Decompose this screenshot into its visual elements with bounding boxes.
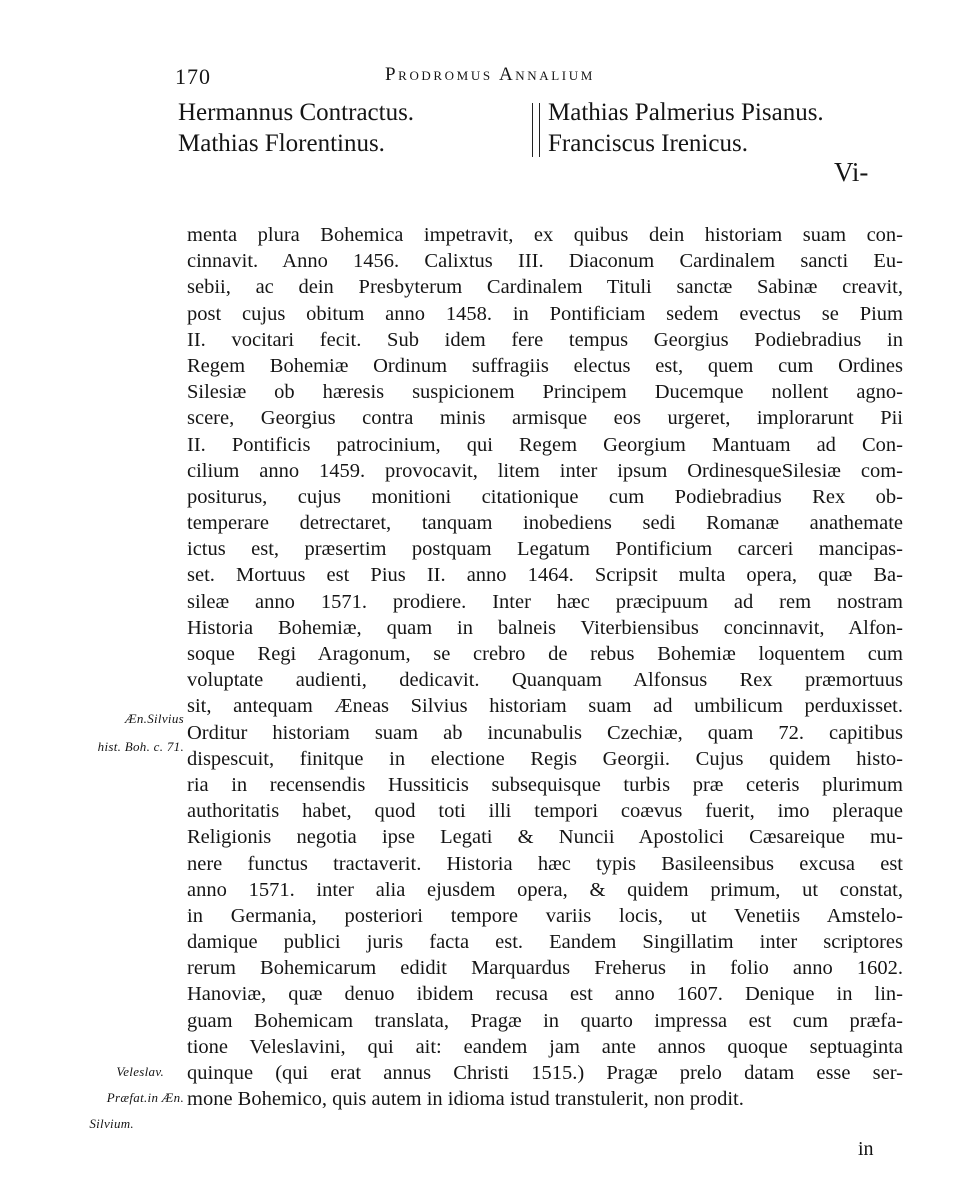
text-line: scere, Georgius contra minis armisque eos urgeret, implorarunt Pii bbox=[187, 407, 903, 430]
text-line: anno 1571. inter alia ejusdem opera, & quidem primum, ut constat, bbox=[187, 878, 903, 901]
text-line: ictus est, præsertim postquam Legatum Pontificium carceri mancipas- bbox=[187, 538, 903, 561]
text-line: Historia Bohemiæ, quam in balneis Viterbiensibus concinnavit, Alfon- bbox=[187, 616, 903, 639]
page-header bbox=[175, 56, 895, 90]
text-line: nere functus tractaverit. Historia hæc typis Basileensibus excusa est bbox=[187, 852, 903, 875]
author-entry: Mathias Palmerius Pisanus. bbox=[548, 99, 824, 126]
text-line: Silesiæ ob hæresis suspicionem Principem Ducemque nollent agno- bbox=[187, 381, 903, 404]
page-number: 170 bbox=[175, 64, 211, 89]
margin-note: Præfat.in Æn. bbox=[106, 1090, 184, 1105]
body-text bbox=[187, 222, 903, 1112]
text-line: Hanoviæ, quæ denuo ibidem recusa est anno 1607. Denique in lin- bbox=[187, 983, 903, 1006]
column-divider bbox=[532, 103, 540, 157]
text-line: II. vocitari fecit. Sub idem fere tempus Georgius Podiebradius in bbox=[187, 328, 903, 351]
text-line: tione Veleslavini, qui ait: eandem jam ante annos quoque septuaginta bbox=[187, 1035, 903, 1058]
text-line: quinque (qui erat annus Christi 1515.) Pragæ prelo datam esse ser- bbox=[187, 1062, 903, 1084]
text-line: Regem Bohemiæ Ordinum suffragiis electus est, quem cum Ordines bbox=[187, 354, 903, 377]
margin-note: Silvium. bbox=[89, 1116, 134, 1131]
text-line: II. Pontificis patrocinium, qui Regem Georgium Mantuam ad Con- bbox=[187, 433, 903, 456]
text-line: rerum Bohemicarum edidit Marquardus Freherus in folio anno 1602. bbox=[187, 957, 903, 980]
margin-note: hist. Boh. c. 71. bbox=[97, 739, 184, 754]
text-line: temperare detrectaret, tanquam inobediens sedi Romanæ anathemate bbox=[187, 512, 903, 535]
text-line: guam Bohemicam translata, Pragæ in quarto impressa est cum præfa- bbox=[187, 1009, 903, 1032]
text-line: positurus, cujus monitioni citationique cum Podiebradius Rex ob- bbox=[187, 485, 903, 508]
text-line: post cujus obitum anno 1458. in Pontificiam sedem evectus se Pium bbox=[187, 302, 903, 325]
author-column-left bbox=[178, 97, 508, 159]
author-entry: Franciscus Irenicus. bbox=[548, 130, 748, 157]
author-entry: Hermannus Contractus. bbox=[178, 99, 415, 126]
text-line: menta plura Bohemica impetravit, ex quibus dein historiam suam con- bbox=[187, 224, 903, 246]
text-line: ria in recensendis Hussiticis subsequisque turbis præ ceteris plurimum bbox=[187, 773, 903, 796]
running-head: Prodromus Annalium bbox=[385, 64, 595, 85]
text-line: in Germania, posteriori tempore variis locis, ut Venetiis Amstelo- bbox=[187, 904, 903, 927]
margin-note: Æn.Silvius bbox=[125, 711, 184, 726]
text-line: cinnavit. Anno 1456. Calixtus III. Diaconum Cardinalem sancti Eu- bbox=[187, 250, 903, 273]
text-line: authoritatis habet, quod toti illi tempori coævus fuerit, imo pleraque bbox=[187, 800, 903, 823]
margin-note: Veleslav. bbox=[116, 1064, 164, 1079]
text-line: soque Regi Aragonum, se crebro de rebus Bohemiæ loquentem cum bbox=[187, 643, 903, 665]
text-line: dispescuit, finitque in electione Regis Georgii. Cujus quidem histo- bbox=[187, 747, 903, 770]
text-line: sebii, ac dein Presbyterum Cardinalem Tituli sanctæ Sabinæ creavit, bbox=[187, 276, 903, 299]
text-line: Religionis negotia ipse Legati & Nuncii Apostolici Cæsareique mu- bbox=[187, 826, 903, 849]
catchword-top: Vi- bbox=[834, 157, 869, 187]
text-line: damique publici juris facta est. Eandem Singillatim inter scriptores bbox=[187, 931, 903, 954]
text-line: cilium anno 1459. provocavit, litem inter ipsum OrdinesqueSilesiæ com- bbox=[187, 459, 903, 482]
text-line: set. Mortuus est Pius II. anno 1464. Scripsit multa opera, quæ Ba- bbox=[187, 564, 903, 587]
text-line: sit, antequam Æneas Silvius historiam suam ad umbilicum perduxisset. bbox=[187, 695, 903, 718]
text-line: mone Bohemico, quis autem in idioma istud transtulerit, non prodit. bbox=[187, 1088, 744, 1111]
author-entry: Mathias Florentinus. bbox=[178, 130, 385, 157]
catchword-bottom: in bbox=[858, 1138, 874, 1160]
text-line: sileæ anno 1571. prodiere. Inter hæc præcipuum ad rem nostram bbox=[187, 590, 903, 613]
author-column-right bbox=[548, 97, 878, 159]
text-line: voluptate audienti, dedicavit. Quanquam Alfonsus Rex præmortuus bbox=[187, 669, 903, 692]
text-line: Orditur historiam suam ab incunabulis Czechiæ, quam 72. capitibus bbox=[187, 721, 903, 744]
